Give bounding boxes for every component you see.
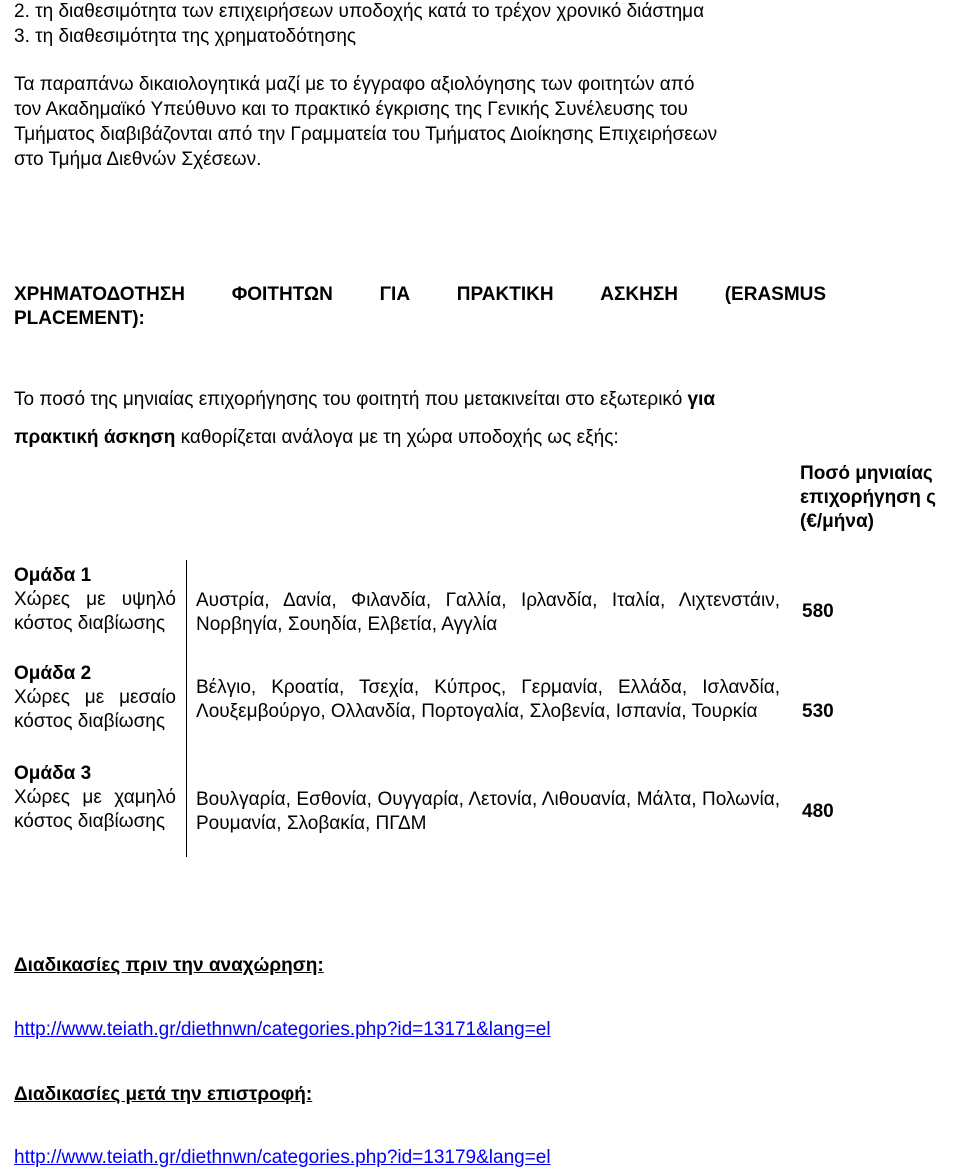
group-3-amount: 480 (802, 801, 834, 822)
group-2-cell (14, 662, 176, 734)
group-1-cell (14, 564, 176, 636)
group-description: Χώρες με υψηλό κόστος διαβίωσης (14, 589, 176, 634)
funding-heading-word: (ERASMUS (724, 284, 827, 305)
funding-heading-word: ΓΙΑ (379, 284, 411, 305)
paragraph-line-2: τον Ακαδημαϊκό Υπεύθυνο και το πρακτικό έγκρισης της Γενικής Συνέλευσης του (14, 99, 688, 120)
group-2-amount: 530 (802, 701, 834, 722)
after-return-link[interactable]: http://www.teiath.gr/diethnwn/categories.php?id=13179&lang=el (14, 1147, 551, 1168)
paragraph-line-4: στο Τμήμα Διεθνών Σχέσεων. (14, 149, 262, 170)
group-description: Χώρες με χαμηλό κόστος διαβίωσης (14, 787, 176, 832)
funding-heading-word: ΦΟΙΤΗΤΩΝ (231, 284, 333, 305)
funding-text-bold: πρακτική άσκηση (14, 427, 176, 448)
group-title: Ομάδα 3 (14, 763, 92, 784)
group-1-amount: 580 (802, 601, 834, 622)
before-departure-link[interactable]: http://www.teiath.gr/diethnwn/categories.php?id=13171&lang=el (14, 1019, 551, 1040)
funding-text-bold: για (687, 389, 716, 410)
funding-text-normal: Το ποσό της μηνιαίας επιχορήγησης του φοιτητή που μετακινείται στο εξωτερικό (14, 389, 688, 410)
group-description: Χώρες με μεσαίο κόστος διαβίωσης (14, 687, 176, 732)
group-2-countries: Βέλγιο, Κροατία, Τσεχία, Κύπρος, Γερμανία, Ελλάδα, Ισλανδία, Λουξεμβούργο, Ολλανδία, Πορτογαλία, Σλοβενία, Ισπανία, Τουρκία (196, 677, 780, 722)
funding-heading (14, 283, 826, 307)
funding-heading-line-2: PLACEMENT): (14, 308, 145, 329)
before-departure-heading: Διαδικασίες πριν την αναχώρηση: (14, 955, 324, 976)
list-item-3: 3. τη διαθεσιμότητα της χρηματοδότησης (14, 26, 357, 47)
group-1-countries: Αυστρία, Δανία, Φιλανδία, Γαλλία, Ιρλανδία, Ιταλία, Λιχτενστάιν, Νορβηγία, Σουηδία, Ελβετία, Αγγλία (196, 590, 780, 635)
group-3-cell (14, 762, 176, 834)
list-item-2: 2. τη διαθεσιμότητα των επιχειρήσεων υποδοχής κατά το τρέχον χρονικό διάστημα (14, 1, 705, 22)
group-title: Ομάδα 2 (14, 663, 92, 684)
funding-text-line-2 (14, 426, 619, 450)
group-title: Ομάδα 1 (14, 565, 92, 586)
funding-text-line-1 (14, 388, 715, 412)
group-3-countries: Βουλγαρία, Εσθονία, Ουγγαρία, Λετονία, Λιθουανία, Μάλτα, Πολωνία, Ρουμανία, Σλοβακία, ΠΓΔΜ (196, 789, 780, 834)
after-return-heading: Διαδικασίες μετά την επιστροφή: (14, 1084, 313, 1105)
amount-column-header: Ποσό μηνιαίας επιχορήγηση ς (€/μήνα) (800, 463, 936, 532)
funding-heading-word: ΑΣΚΗΣΗ (600, 284, 678, 305)
paragraph-line-3: Τμήματος διαβιβάζονται από την Γραμματεία του Τμήματος Διοίκησης Επιχειρήσεων (14, 124, 718, 145)
paragraph-line-1: Τα παραπάνω δικαιολογητικά μαζί με το έγγραφο αξιολόγησης των φοιτητών από (14, 74, 695, 95)
funding-text-normal: καθορίζεται ανάλογα με τη χώρα υποδοχής ως εξής: (175, 427, 619, 448)
funding-heading-word: ΧΡΗΜΑΤΟΔΟΤΗΣΗ (14, 284, 185, 305)
table-column-divider (186, 560, 187, 857)
funding-heading-word: ΠΡΑΚΤΙΚΗ (456, 284, 554, 305)
